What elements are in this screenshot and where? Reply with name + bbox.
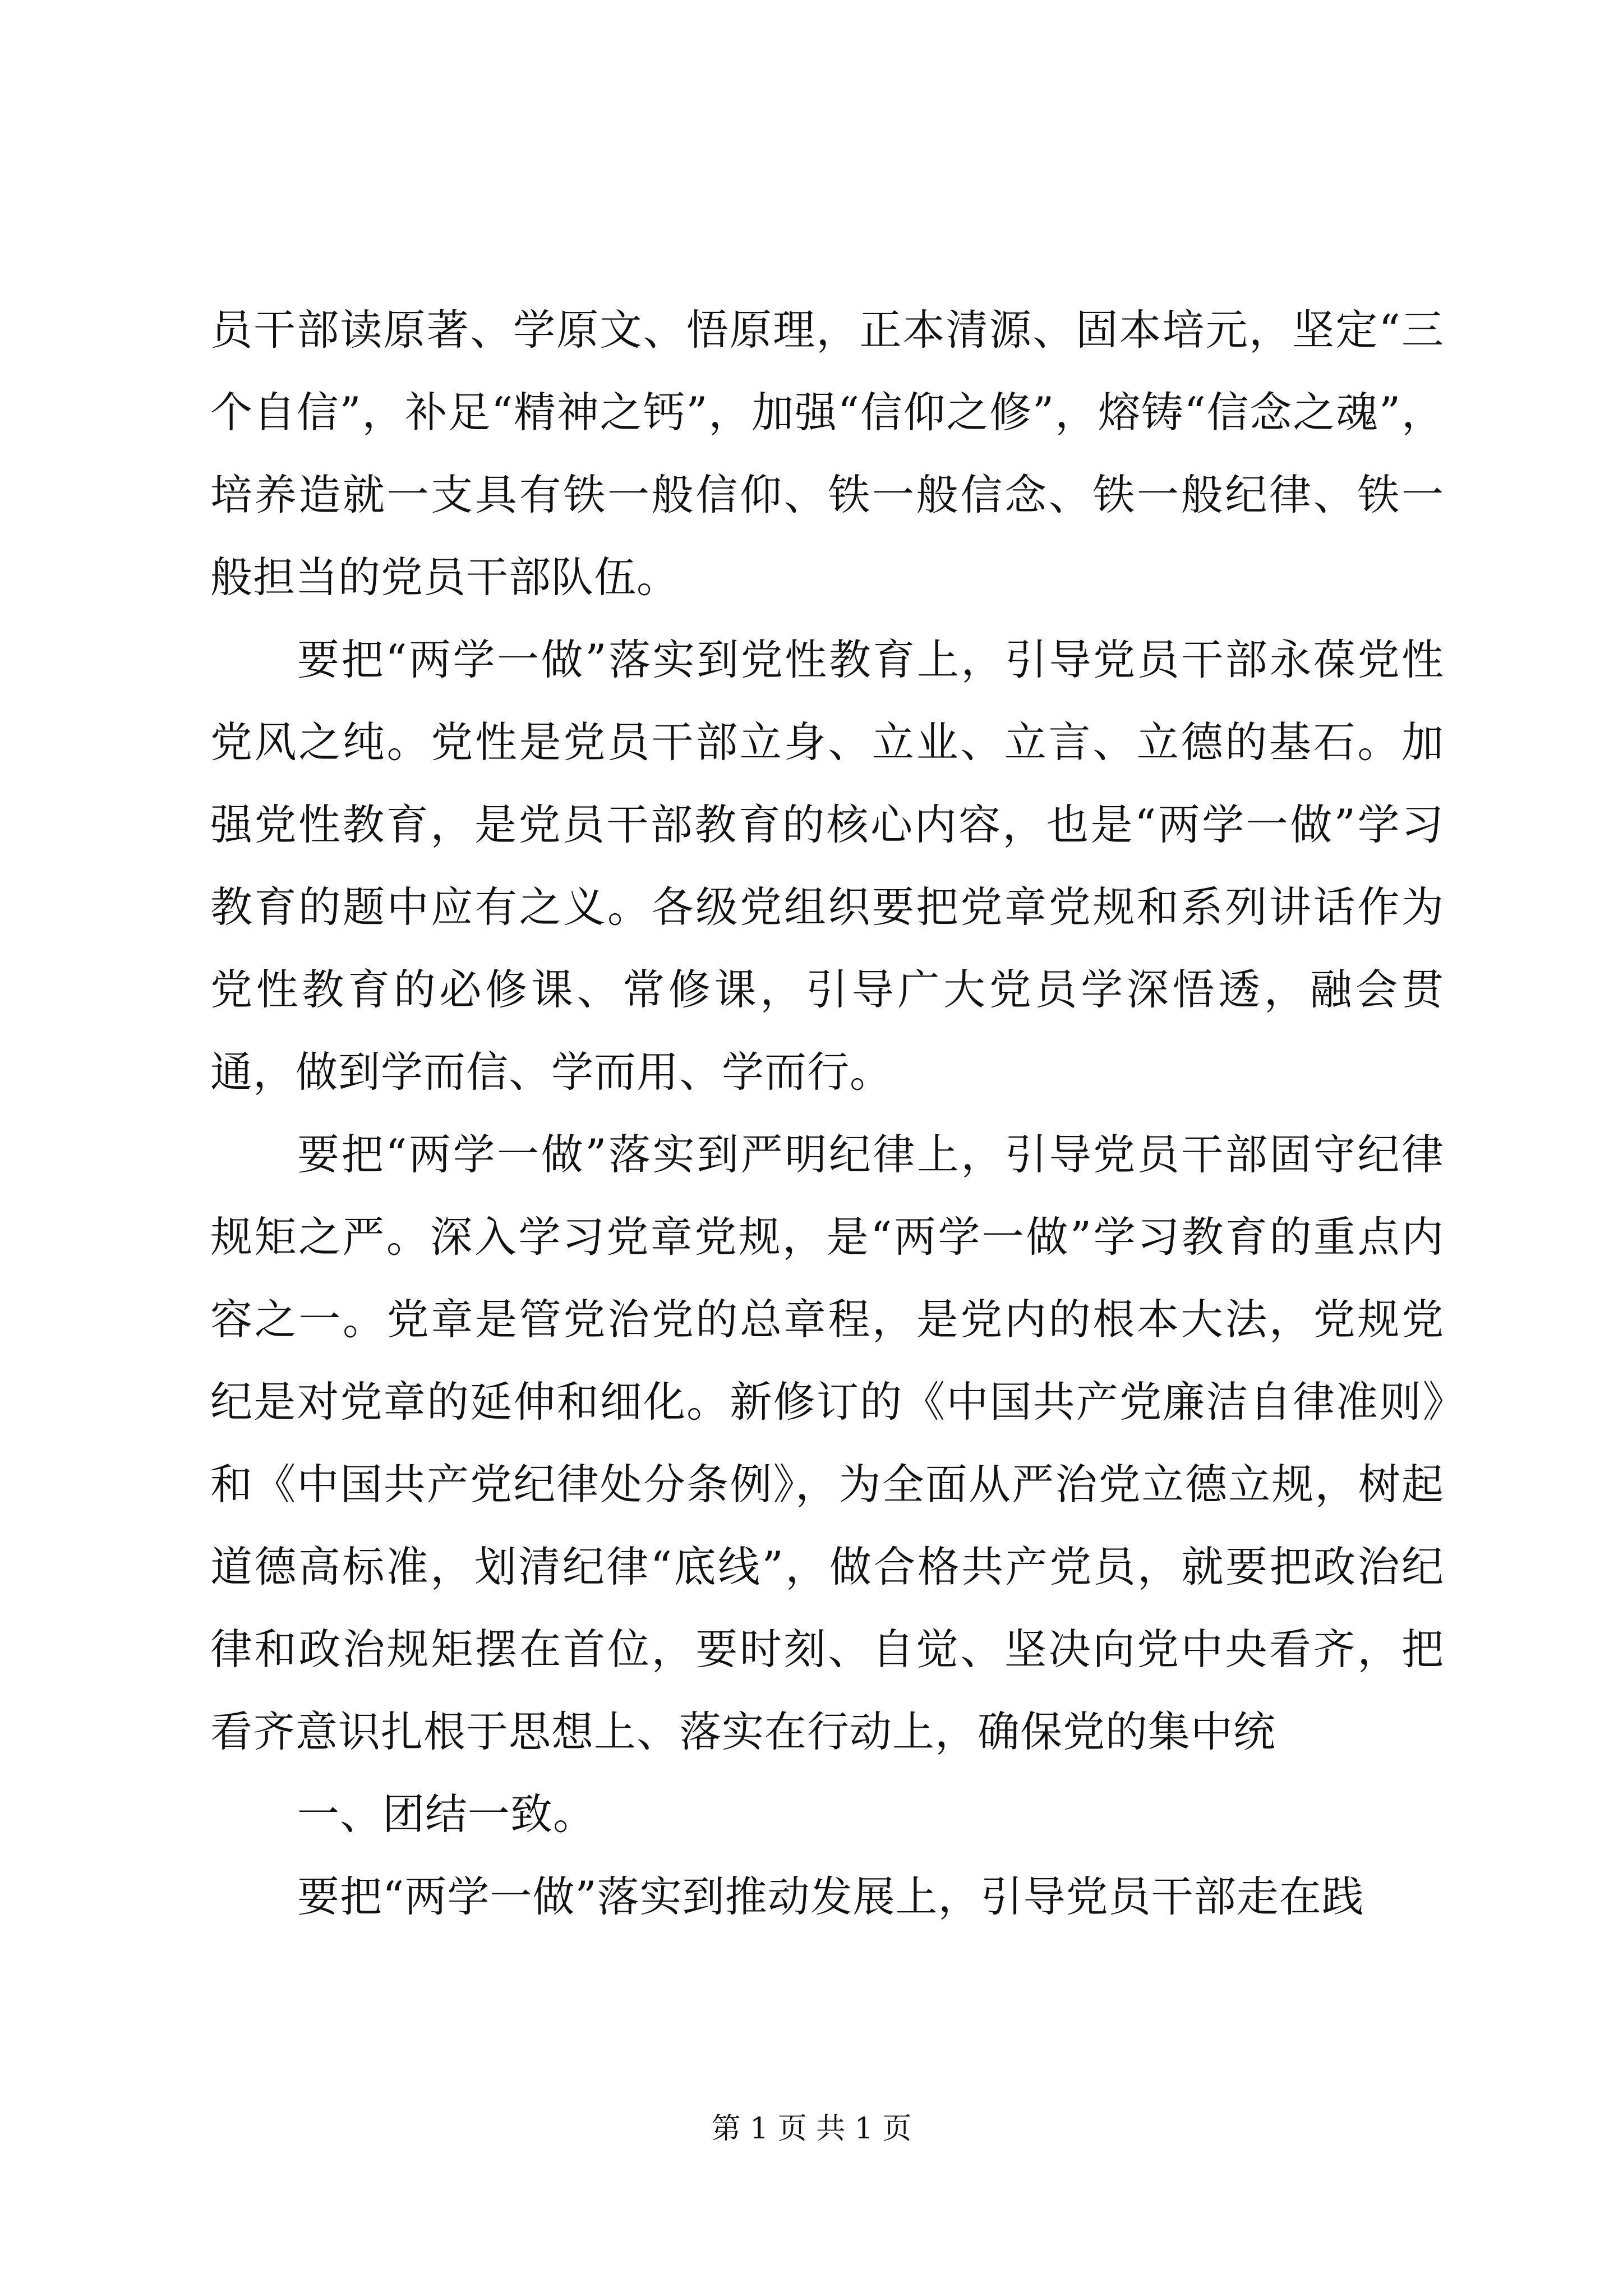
document-body (210, 289, 1444, 1938)
paragraph-strict-discipline: 要把“两学一做”落实到严明纪律上，引导党员干部固守纪律规矩之严。深入学习党章党规，是“两学一做”学习教育的重点内容之一。党章是管党治党的总章程，是党内的根本大法，党规党纪是对党章的延伸和细化。新修订的《中国共产党廉洁自律准则》和《中国共产党纪律处分条例》，为全面从严治党立德立规，树起道德高标准，划清纪律“底线”，做合格共产党员，就要把政治纪律和政治规矩摆在首位，要时刻、自觉、坚决向党中央看齐，把看齐意识扎根于思想上、落实在行动上，确保党的集中统 (210, 1130, 1444, 1756)
paragraph-promote-development: 要把“两学一做”落实到推动发展上，引导党员干部走在践 (297, 1872, 1364, 1921)
paragraph-unity: 一、团结一致。 (297, 1789, 596, 1839)
page-footer: 第 1 页 共 1 页 (711, 2112, 912, 2146)
paragraph-party-spirit-education: 要把“两学一做”落实到党性教育上，引导党员干部永葆党性党风之纯。党性是党员干部立身、立业、立言、立德的基石。加强党性教育，是党员干部教育的核心内容，也是“两学一做”学习教育的题中应有之义。各级党组织要把党章党规和系列讲话作为党性教育的必修课、常修课，引导广大党员学深悟透，融会贯通，做到学而信、学而用、学而行。 (210, 635, 1444, 1097)
paragraph-continuation: 员干部读原著、学原文、悟原理，正本清源、固本培元，坚定“三个自信”，补足“精神之钙”，加强“信仰之修”，熔铸“信念之魂”，培养造就一支具有铁一般信仰、铁一般信念、铁一般纪律、铁一般担当的党员干部队伍。 (210, 305, 1444, 602)
